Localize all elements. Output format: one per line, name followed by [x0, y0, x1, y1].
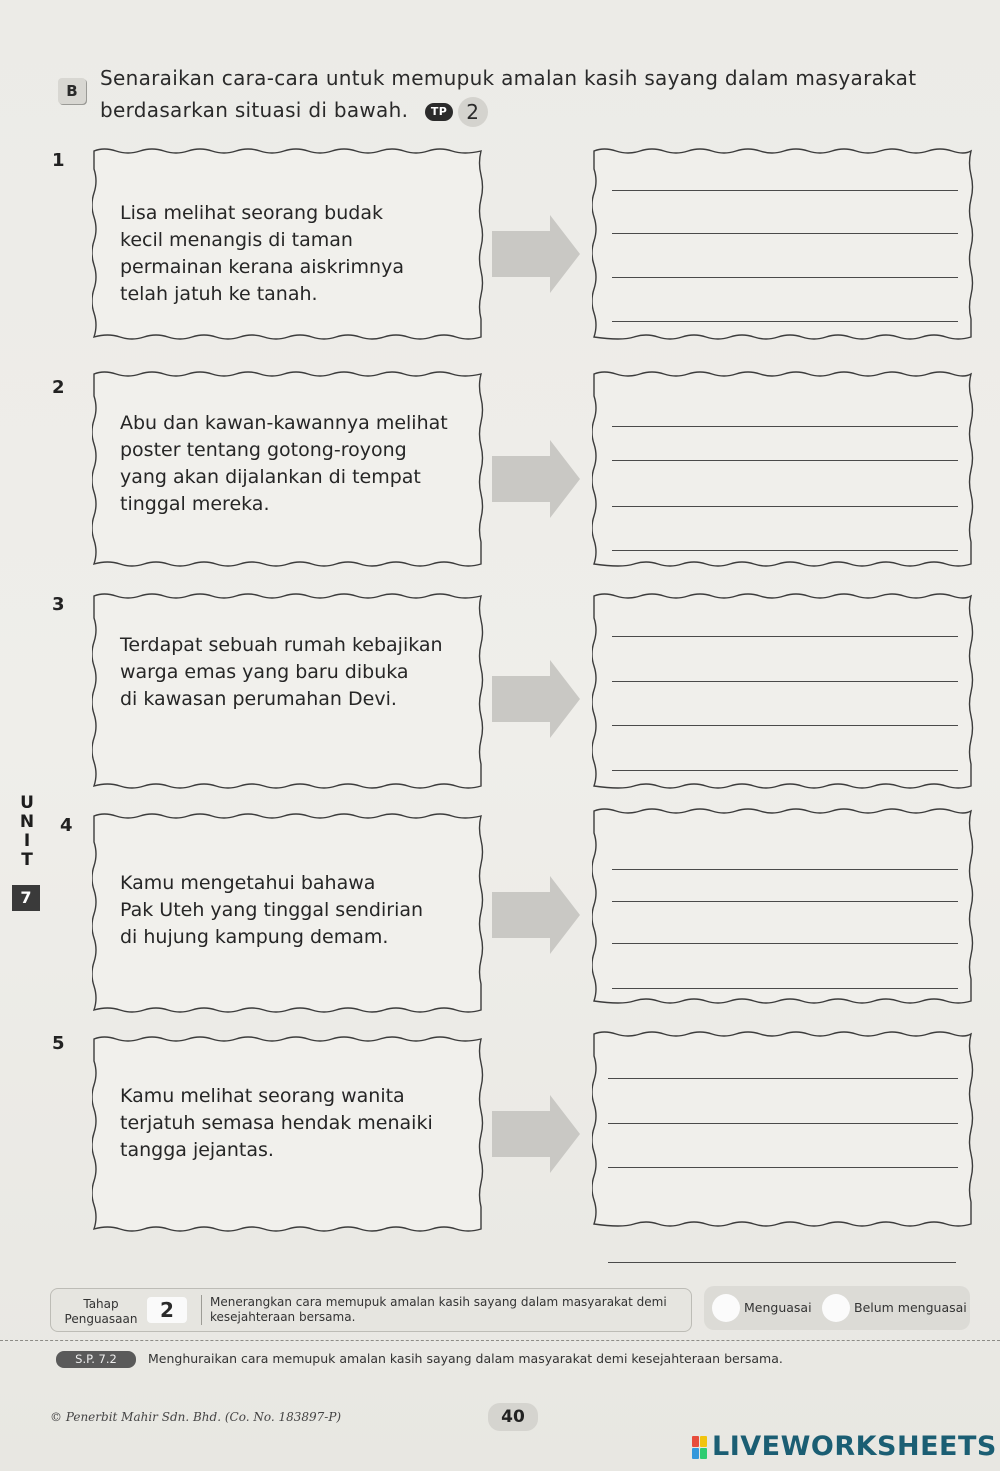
situation-text: Terdapat sebuah rumah kebajikan warga emas yang baru dibuka di kawasan perumahan Devi. — [120, 634, 443, 710]
menguasai-checkbox[interactable] — [712, 1294, 740, 1322]
answer-line[interactable] — [612, 770, 958, 771]
answer-line[interactable] — [608, 1167, 958, 1168]
answer-box[interactable] — [592, 805, 974, 1005]
arrow-icon — [492, 660, 584, 738]
answer-line[interactable] — [612, 321, 958, 322]
tp-badge: TP — [425, 103, 453, 121]
mastery-status — [704, 1286, 970, 1330]
liveworksheets-wordmark: LIVEWORKSHEETS — [712, 1431, 997, 1462]
situation-box — [92, 145, 484, 341]
standard-code: S.P. 7.2 — [56, 1351, 136, 1368]
answer-line[interactable] — [612, 869, 958, 870]
unit-tab-label: U N I T — [19, 793, 35, 870]
instruction-body: Senaraikan cara-cara untuk memupuk amalan kasih sayang dalam masyarakat berdasarkan situasi di bawah. — [100, 66, 917, 122]
answer-line[interactable] — [612, 901, 958, 902]
answer-box[interactable] — [592, 145, 974, 341]
section-label: B — [58, 78, 86, 104]
answer-line[interactable] — [612, 233, 958, 234]
liveworksheets-icon — [692, 1436, 708, 1460]
answer-line[interactable] — [612, 460, 958, 461]
standard-text: Menghuraikan cara memupuk amalan kasih sayang dalam masyarakat demi kesejahteraan bersama. — [148, 1351, 783, 1366]
situation-text: Lisa melihat seorang budak kecil menangis di taman permainan kerana aiskrimnya telah jatuh ke tanah. — [120, 202, 404, 305]
mastery-description: Menerangkan cara memupuk amalan kasih sayang dalam masyarakat demi kesejahteraan bersama. — [201, 1295, 700, 1325]
item-number: 1 — [52, 150, 65, 171]
arrow-icon — [492, 215, 584, 293]
menguasai-label: Menguasai — [744, 1300, 812, 1315]
answer-line[interactable] — [608, 1078, 958, 1079]
situation-box — [92, 590, 484, 790]
arrow-icon — [492, 440, 584, 518]
answer-box[interactable] — [592, 590, 974, 790]
answer-line[interactable] — [608, 1123, 958, 1124]
item-number: 4 — [60, 815, 73, 836]
unit-number: 7 — [12, 885, 40, 911]
answer-line-extra[interactable] — [608, 1262, 956, 1263]
tp-level: 2 — [458, 97, 488, 127]
item-number: 3 — [52, 594, 65, 615]
mastery-label: Tahap Penguasaan — [64, 1297, 138, 1326]
situation-box — [92, 1033, 484, 1233]
answer-line[interactable] — [612, 943, 958, 944]
belum-menguasai-label: Belum menguasai — [854, 1300, 967, 1315]
answer-line[interactable] — [612, 636, 958, 637]
cut-line — [0, 1340, 1000, 1341]
answer-line[interactable] — [612, 190, 958, 191]
answer-line[interactable] — [612, 550, 958, 551]
arrow-icon — [492, 876, 584, 954]
answer-line[interactable] — [612, 988, 958, 989]
belum-menguasai-checkbox[interactable] — [822, 1294, 850, 1322]
mastery-panel — [50, 1288, 692, 1332]
answer-line[interactable] — [612, 681, 958, 682]
item-number: 5 — [52, 1033, 65, 1054]
situation-text: Kamu melihat seorang wanita terjatuh semasa hendak menaiki tangga jejantas. — [120, 1085, 433, 1161]
answer-line[interactable] — [612, 277, 958, 278]
answer-box[interactable] — [592, 368, 974, 568]
liveworksheets-logo — [692, 1431, 997, 1463]
situation-text: Kamu mengetahui bahawa Pak Uteh yang tinggal sendirian di hujung kampung demam. — [120, 872, 424, 948]
situation-box — [92, 810, 484, 1014]
arrow-icon — [492, 1095, 584, 1173]
answer-line[interactable] — [612, 725, 958, 726]
answer-line[interactable] — [612, 426, 958, 427]
situation-text: Abu dan kawan-kawannya melihat poster tentang gotong-royong yang akan dijalankan di tempat tinggal mereka. — [120, 412, 448, 515]
item-number: 2 — [52, 377, 65, 398]
instruction-text — [100, 62, 980, 127]
copyright-text: © Penerbit Mahir Sdn. Bhd. (Co. No. 183897-P) — [50, 1410, 342, 1424]
situation-box — [92, 368, 484, 568]
page-number: 40 — [488, 1403, 538, 1431]
mastery-level: 2 — [147, 1297, 187, 1323]
answer-line[interactable] — [612, 506, 958, 507]
answer-box[interactable] — [592, 1028, 974, 1228]
